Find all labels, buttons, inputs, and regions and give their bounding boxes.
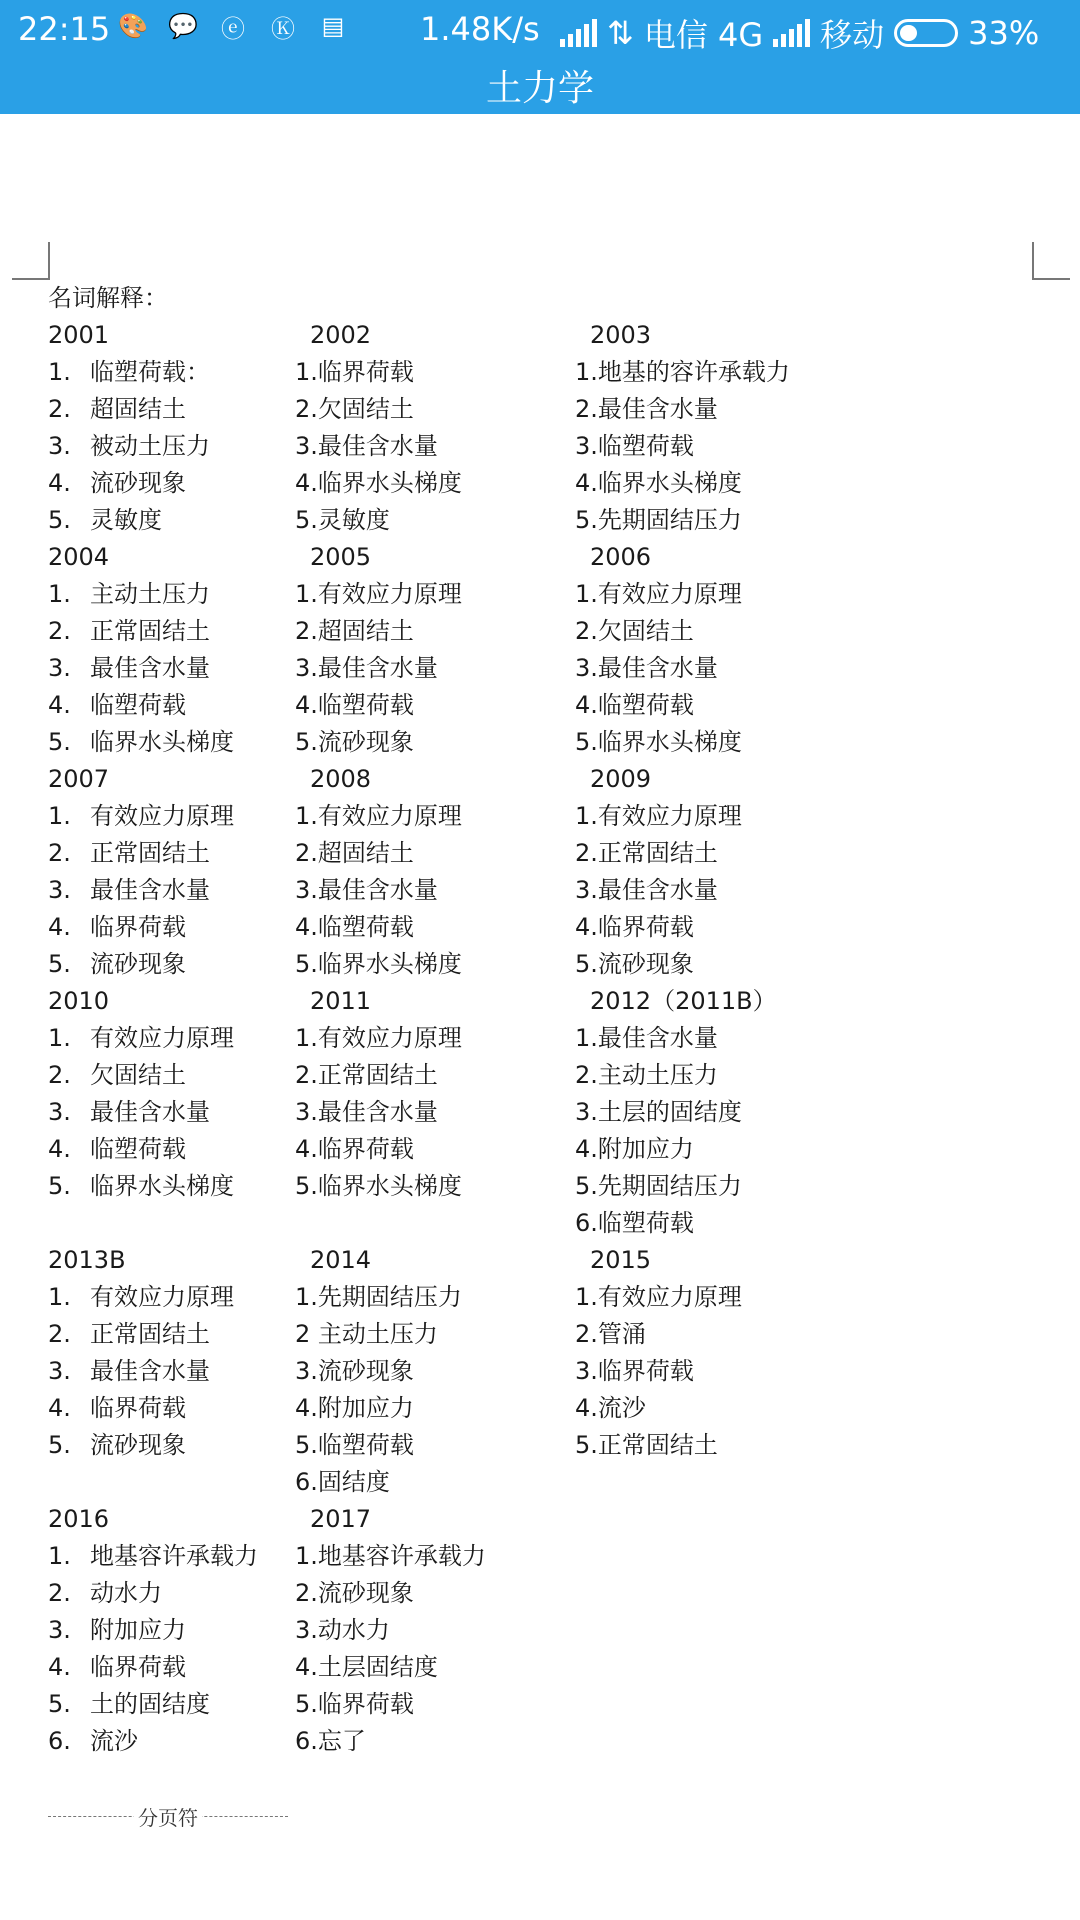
- page-break: [48, 1802, 288, 1832]
- term-text: 流砂现象: [90, 1431, 186, 1459]
- term-number: 1.: [48, 1283, 71, 1311]
- term-col-3: 5.正常固结土: [575, 1431, 718, 1459]
- term-col-2: 2.超固结土: [295, 839, 414, 867]
- term-row: [48, 1094, 1048, 1131]
- term-row: [48, 1353, 1048, 1390]
- term-col-1: [48, 835, 210, 872]
- term-row: [48, 576, 1048, 613]
- term-row: [48, 1427, 1048, 1464]
- term-col-3: 5.流砂现象: [575, 950, 694, 978]
- term-number: 3.: [48, 1357, 71, 1385]
- term-text: 灵敏度: [90, 506, 162, 534]
- term-col-3: 4.附加应力: [575, 1135, 694, 1163]
- term-row: [48, 724, 1048, 761]
- year-row: [48, 761, 1048, 798]
- term-col-2: 1.先期固结压力: [295, 1283, 462, 1311]
- term-col-1: [48, 1427, 186, 1464]
- wechat-icon: 💬: [168, 12, 198, 40]
- year-row: [48, 1501, 1048, 1538]
- carrier-2: 移动: [820, 16, 885, 54]
- term-number: 2.: [48, 1320, 71, 1348]
- term-col-1: [48, 1353, 210, 1390]
- term-col-2: 3.最佳含水量: [295, 432, 438, 460]
- term-number: 4.: [48, 1135, 71, 1163]
- term-col-3: 2.最佳含水量: [575, 395, 718, 423]
- term-text: 流砂现象: [90, 950, 186, 978]
- term-number: 3.: [48, 876, 71, 904]
- term-col-2: 5.临塑荷载: [295, 1431, 414, 1459]
- term-number: 4.: [48, 691, 71, 719]
- term-number: 6.: [48, 1727, 71, 1755]
- year-label: 2004: [48, 543, 110, 571]
- term-col-1: [48, 1612, 186, 1649]
- term-row: [48, 354, 1048, 391]
- term-col-1: [48, 1131, 186, 1168]
- term-row: [48, 835, 1048, 872]
- term-row: [48, 798, 1048, 835]
- term-col-1: [48, 1205, 90, 1242]
- term-col-2: 2 主动土压力: [295, 1320, 438, 1348]
- term-text: 主动土压力: [90, 580, 210, 608]
- term-col-3: 1.有效应力原理: [575, 1283, 742, 1311]
- battery-percent: 33%: [968, 14, 1040, 52]
- term-col-2: 6.忘了: [295, 1727, 366, 1755]
- term-row: [48, 1538, 1048, 1575]
- term-number: 1.: [48, 358, 71, 386]
- term-text: 临界荷载: [90, 1394, 186, 1422]
- term-text: 最佳含水量: [90, 1357, 210, 1385]
- term-col-1: [48, 1057, 186, 1094]
- term-col-3: 3.最佳含水量: [575, 876, 718, 904]
- term-row: [48, 1464, 1048, 1501]
- term-col-3: 3.临塑荷载: [575, 432, 694, 460]
- term-col-2: 3.最佳含水量: [295, 654, 438, 682]
- term-col-2: 5.灵敏度: [295, 506, 390, 534]
- year-label: 2001: [48, 321, 110, 349]
- term-number: 5.: [48, 1690, 71, 1718]
- term-col-2: 5.临界水头梯度: [295, 950, 462, 978]
- term-number: 2.: [48, 395, 71, 423]
- term-row: [48, 391, 1048, 428]
- term-col-3: 4.临塑荷载: [575, 691, 694, 719]
- term-col-1: [48, 576, 210, 613]
- term-col-2: 1.地基容许承载力: [295, 1542, 486, 1570]
- paint-palette-icon: 🎨: [118, 12, 148, 40]
- term-row: [48, 946, 1048, 983]
- term-col-1: [48, 1168, 234, 1205]
- year-row: [48, 983, 1048, 1020]
- year-label: 2016: [48, 1505, 110, 1533]
- data-transfer-icon: ⇅: [607, 14, 634, 52]
- term-number: 4.: [48, 1394, 71, 1422]
- term-col-1: [48, 687, 186, 724]
- term-col-3: 1.有效应力原理: [575, 802, 742, 830]
- year-label: 2017: [310, 1505, 372, 1533]
- carrier-1: 电信 4G: [643, 16, 764, 54]
- status-time: 22:15: [18, 10, 111, 48]
- year-label: 2005: [310, 543, 372, 571]
- notification-icons: [115, 8, 351, 44]
- term-col-2: 1.有效应力原理: [295, 1024, 462, 1052]
- k-app-icon: Ⓚ: [271, 14, 295, 43]
- term-row: [48, 1612, 1048, 1649]
- term-col-2: 6.固结度: [295, 1468, 390, 1496]
- term-col-2: 2.正常固结土: [295, 1061, 438, 1089]
- term-col-2: 1.有效应力原理: [295, 580, 462, 608]
- term-col-3: 1.有效应力原理: [575, 580, 742, 608]
- network-speed: 1.48K/s: [420, 10, 540, 48]
- term-col-1: [48, 1575, 162, 1612]
- year-label: 2007: [48, 765, 110, 793]
- term-text: 土的固结度: [90, 1690, 210, 1718]
- term-text: 动水力: [90, 1579, 162, 1607]
- year-label: 2006: [590, 543, 652, 571]
- year-row: [48, 1242, 1048, 1279]
- term-col-1: [48, 1686, 210, 1723]
- term-col-3: 5.临界水头梯度: [575, 728, 742, 756]
- term-col-3: 2.欠固结土: [575, 617, 694, 645]
- term-text: 正常固结土: [90, 617, 210, 645]
- term-text: 临塑荷载: [90, 691, 186, 719]
- notes-app-icon: ▤: [321, 12, 345, 40]
- term-text: 超固结土: [90, 395, 186, 423]
- term-text: 临界荷载: [90, 1653, 186, 1681]
- term-text: 最佳含水量: [90, 654, 210, 682]
- page-break-label: 分页符: [134, 1802, 202, 1831]
- term-col-1: [48, 1020, 234, 1057]
- status-right: [560, 10, 1039, 56]
- term-row: [48, 1279, 1048, 1316]
- term-col-3: 4.临界水头梯度: [575, 469, 742, 497]
- term-col-1: [48, 909, 186, 946]
- term-text: 临塑荷载：: [90, 358, 210, 386]
- term-row: [48, 1723, 1048, 1760]
- top-app-bar: [0, 0, 1080, 114]
- term-text: 欠固结土: [90, 1061, 186, 1089]
- term-col-3: 2.管涌: [575, 1320, 646, 1348]
- term-col-2: 1.临界荷载: [295, 358, 414, 386]
- term-col-2: 4.临塑荷载: [295, 691, 414, 719]
- term-number: 5.: [48, 1172, 71, 1200]
- term-col-3: 2.正常固结土: [575, 839, 718, 867]
- term-row: [48, 1316, 1048, 1353]
- term-col-1: [48, 1279, 234, 1316]
- signal-icon: [560, 19, 597, 47]
- term-row: [48, 613, 1048, 650]
- ie-browser-icon: ⓔ: [221, 14, 245, 43]
- term-col-1: [48, 391, 186, 428]
- term-col-2: 5.临界水头梯度: [295, 1172, 462, 1200]
- term-col-1: [48, 465, 186, 502]
- term-number: 5.: [48, 950, 71, 978]
- term-col-1: [48, 428, 210, 465]
- year-label: 2013B: [48, 1246, 126, 1274]
- term-number: 3.: [48, 1616, 71, 1644]
- term-row: [48, 1205, 1048, 1242]
- term-text: 正常固结土: [90, 839, 210, 867]
- term-text: 地基容许承载力: [90, 1542, 258, 1570]
- term-col-2: 4.临塑荷载: [295, 913, 414, 941]
- term-col-3: 5.先期固结压力: [575, 1172, 742, 1200]
- term-col-1: [48, 946, 186, 983]
- term-col-1: [48, 1649, 186, 1686]
- term-col-2: 5.临界荷载: [295, 1690, 414, 1718]
- year-label: 2015: [590, 1246, 652, 1274]
- term-col-1: [48, 650, 210, 687]
- term-col-1: [48, 1723, 138, 1760]
- term-row: [48, 1057, 1048, 1094]
- term-col-2: 4.临界荷载: [295, 1135, 414, 1163]
- year-label: 2003: [590, 321, 652, 349]
- year-label: 2011: [310, 987, 372, 1015]
- term-col-3: 3.临界荷载: [575, 1357, 694, 1385]
- term-row: [48, 687, 1048, 724]
- term-col-3: 2.主动土压力: [575, 1061, 718, 1089]
- term-row: [48, 428, 1048, 465]
- term-row: [48, 1575, 1048, 1612]
- term-row: [48, 872, 1048, 909]
- year-label: 2010: [48, 987, 110, 1015]
- page-title: 土力学: [485, 68, 594, 109]
- document-body: [48, 280, 1048, 1760]
- term-row: [48, 502, 1048, 539]
- term-number: 2.: [48, 1061, 71, 1089]
- term-col-1: [48, 613, 210, 650]
- term-col-2: 2.欠固结土: [295, 395, 414, 423]
- term-text: 被动土压力: [90, 432, 210, 460]
- term-text: 有效应力原理: [90, 1283, 234, 1311]
- term-text: 临界水头梯度: [90, 728, 234, 756]
- term-row: [48, 465, 1048, 502]
- year-label: 2012（2011B）: [590, 987, 777, 1015]
- term-col-3: 4.流沙: [575, 1394, 646, 1422]
- term-text: 附加应力: [90, 1616, 186, 1644]
- term-number: 2.: [48, 839, 71, 867]
- term-text: 临界水头梯度: [90, 1172, 234, 1200]
- term-number: 3.: [48, 432, 71, 460]
- term-text: 临界荷载: [90, 913, 186, 941]
- term-col-3: 1.地基的容许承载力: [575, 358, 790, 386]
- year-label: 2008: [310, 765, 372, 793]
- term-col-1: [48, 872, 210, 909]
- page-corner-mark-right: [1032, 242, 1070, 280]
- term-number: 4.: [48, 913, 71, 941]
- term-col-1: [48, 1464, 90, 1501]
- term-col-3: 3.土层的固结度: [575, 1098, 742, 1126]
- exam-term-blocks: [48, 317, 1048, 1760]
- year-label: 2014: [310, 1246, 372, 1274]
- year-label: 2009: [590, 765, 652, 793]
- signal-icon-2: [773, 19, 810, 47]
- term-row: [48, 1390, 1048, 1427]
- term-row: [48, 1686, 1048, 1723]
- term-col-2: 4.土层固结度: [295, 1653, 438, 1681]
- term-col-3: 5.先期固结压力: [575, 506, 742, 534]
- year-row: [48, 539, 1048, 576]
- battery-icon: [894, 19, 958, 47]
- term-col-3: 4.临界荷载: [575, 913, 694, 941]
- term-number: 3.: [48, 1098, 71, 1126]
- term-number: 1.: [48, 580, 71, 608]
- battery-fill: [900, 25, 917, 41]
- term-col-1: [48, 502, 162, 539]
- term-number: 5.: [48, 728, 71, 756]
- status-bar: [0, 0, 1080, 58]
- term-text: 临塑荷载: [90, 1135, 186, 1163]
- section-heading: 名词解释：: [48, 284, 168, 312]
- term-text: 流砂现象: [90, 469, 186, 497]
- term-number: 4.: [48, 1653, 71, 1681]
- term-text: 流沙: [90, 1727, 138, 1755]
- term-col-1: [48, 1538, 258, 1575]
- term-col-1: [48, 1390, 186, 1427]
- term-col-2: 3.最佳含水量: [295, 876, 438, 904]
- term-col-1: [48, 354, 210, 391]
- term-col-1: [48, 724, 234, 761]
- page-corner-mark-left: [12, 242, 50, 280]
- term-col-2: 2.流砂现象: [295, 1579, 414, 1607]
- year-label: 2002: [310, 321, 372, 349]
- term-col-2: 3.流砂现象: [295, 1357, 414, 1385]
- term-number: 2.: [48, 1579, 71, 1607]
- term-col-2: 2.超固结土: [295, 617, 414, 645]
- term-col-3: 3.最佳含水量: [575, 654, 718, 682]
- term-number: 3.: [48, 654, 71, 682]
- term-row: [48, 1649, 1048, 1686]
- term-col-2: 4.临界水头梯度: [295, 469, 462, 497]
- term-col-2: 4.附加应力: [295, 1394, 414, 1422]
- term-number: 2.: [48, 617, 71, 645]
- term-number: 5.: [48, 506, 71, 534]
- term-text: 正常固结土: [90, 1320, 210, 1348]
- term-row: [48, 1131, 1048, 1168]
- term-col-3: 6.临塑荷载: [575, 1209, 694, 1237]
- term-col-1: [48, 798, 234, 835]
- term-col-3: 1.最佳含水量: [575, 1024, 718, 1052]
- term-row: [48, 650, 1048, 687]
- term-number: 5.: [48, 1431, 71, 1459]
- term-col-2: 3.最佳含水量: [295, 1098, 438, 1126]
- term-text: 最佳含水量: [90, 1098, 210, 1126]
- term-row: [48, 1020, 1048, 1057]
- term-text: 最佳含水量: [90, 876, 210, 904]
- term-col-1: [48, 1316, 210, 1353]
- term-text: 有效应力原理: [90, 1024, 234, 1052]
- term-number: 4.: [48, 469, 71, 497]
- term-text: 有效应力原理: [90, 802, 234, 830]
- term-row: [48, 1168, 1048, 1205]
- term-col-2: 3.动水力: [295, 1616, 390, 1644]
- term-number: 1.: [48, 802, 71, 830]
- term-row: [48, 909, 1048, 946]
- term-col-2: 1.有效应力原理: [295, 802, 462, 830]
- term-col-1: [48, 1094, 210, 1131]
- term-number: 1.: [48, 1024, 71, 1052]
- year-row: [48, 317, 1048, 354]
- term-col-2: 5.流砂现象: [295, 728, 414, 756]
- term-number: 1.: [48, 1542, 71, 1570]
